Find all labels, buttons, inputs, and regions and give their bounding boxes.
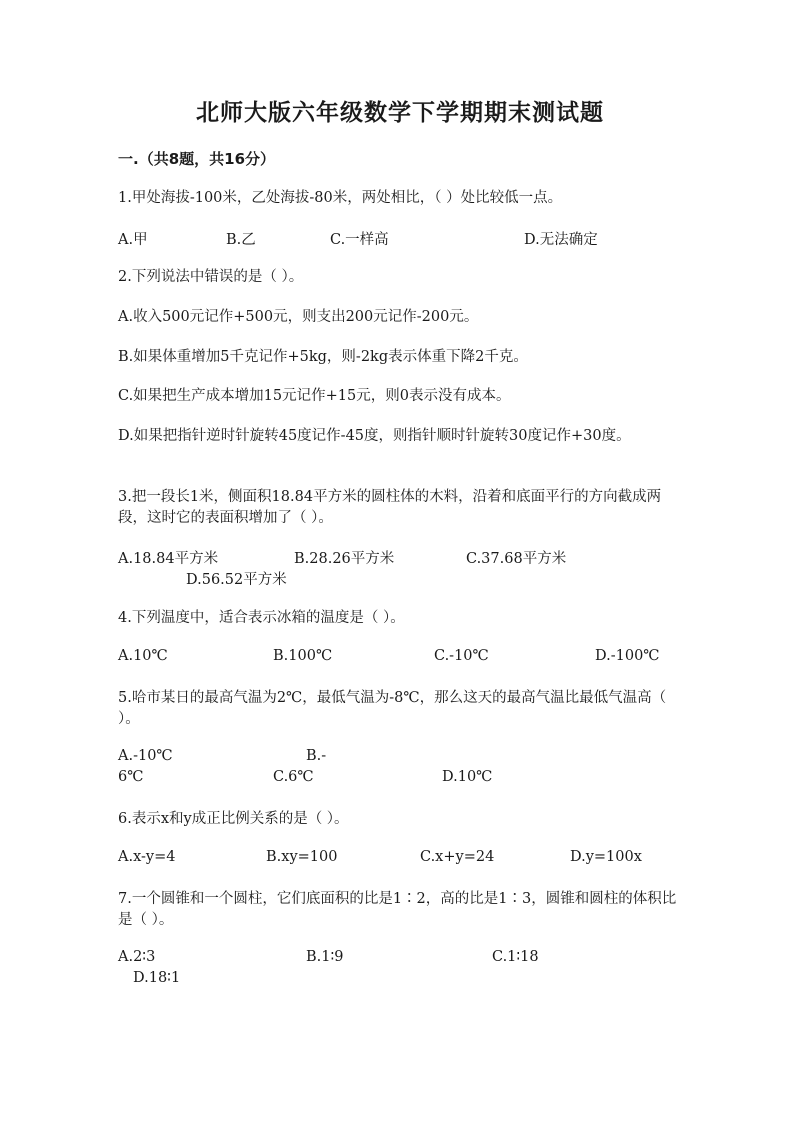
question-7-stem: 7.一个圆锥和一个圆柱，它们底面积的比是1∶2，高的比是1∶3，圆锥和圆柱的体积比是（ ）。 [118, 891, 677, 928]
section-heading: 一.（共8题，共16分） [118, 150, 276, 168]
q7-option-d: D.18∶1 [133, 970, 181, 986]
q4-option-d: D.-100℃ [595, 648, 660, 664]
q1-option-b: B.乙 [226, 232, 256, 248]
q7-option-a: A.2∶3 [118, 949, 156, 965]
q1-option-a: A.甲 [118, 232, 148, 248]
q3-option-b: B.28.26平方米 [294, 551, 395, 567]
q2-option-c: C.如果把生产成本增加15元记作+15元，则0表示没有成本。 [118, 388, 511, 404]
q7-option-c: C.1∶18 [492, 949, 539, 965]
q5-option-c: C.6℃ [273, 769, 314, 785]
q7-option-b: B.1∶9 [306, 949, 344, 965]
question-2-stem: 2.下列说法中错误的是（ ）。 [118, 269, 304, 285]
q6-option-b: B.xy=100 [266, 849, 338, 865]
q5-option-b: B.- [306, 748, 327, 764]
q6-option-d: D.y=100x [570, 849, 642, 865]
question-3-stem: 3.把一段长1米，侧面积18.84平方米的圆柱体的木料，沿着和底面平行的方向截成两段，这时它的表面积增加了（ ）。 [118, 489, 662, 526]
q2-option-a: A.收入500元记作+500元，则支出200元记作-200元。 [118, 309, 479, 325]
q5-option-b-cont: 6℃ [118, 769, 144, 785]
q4-option-a: A.10℃ [118, 648, 168, 664]
q5-option-d: D.10℃ [442, 769, 493, 785]
q4-option-b: B.100℃ [273, 648, 333, 664]
q4-option-c: C.-10℃ [434, 648, 489, 664]
q6-option-c: C.x+y=24 [420, 849, 495, 865]
q6-option-a: A.x-y=4 [118, 849, 176, 865]
question-1-stem: 1.甲处海拔-100米，乙处海拔-80米，两处相比，（ ）处比较低一点。 [118, 190, 563, 206]
question-5-stem: 5.哈市某日的最高气温为2℃，最低气温为-8℃，那么这天的最高气温比最低气温高（ ）。 [118, 690, 667, 727]
q3-option-c: C.37.68平方米 [466, 551, 567, 567]
page-title: 北师大版六年级数学下学期期末测试题 [196, 100, 604, 126]
q2-option-b: B.如果体重增加5千克记作+5kg，则-2kg表示体重下降2千克。 [118, 349, 528, 365]
q5-option-a: A.-10℃ [118, 748, 173, 764]
q2-option-d: D.如果把指针逆时针旋转45度记作-45度，则指针顺时针旋转30度记作+30度。 [118, 428, 631, 444]
question-6-stem: 6.表示x和y成正比例关系的是（ ）。 [118, 811, 349, 827]
q3-option-a: A.18.84平方米 [118, 551, 219, 567]
q3-option-d: D.56.52平方米 [186, 572, 287, 588]
q1-option-d: D.无法确定 [524, 232, 598, 248]
question-4-stem: 4.下列温度中，适合表示冰箱的温度是（ ）。 [118, 610, 405, 626]
q1-option-c: C.一样高 [330, 232, 389, 248]
